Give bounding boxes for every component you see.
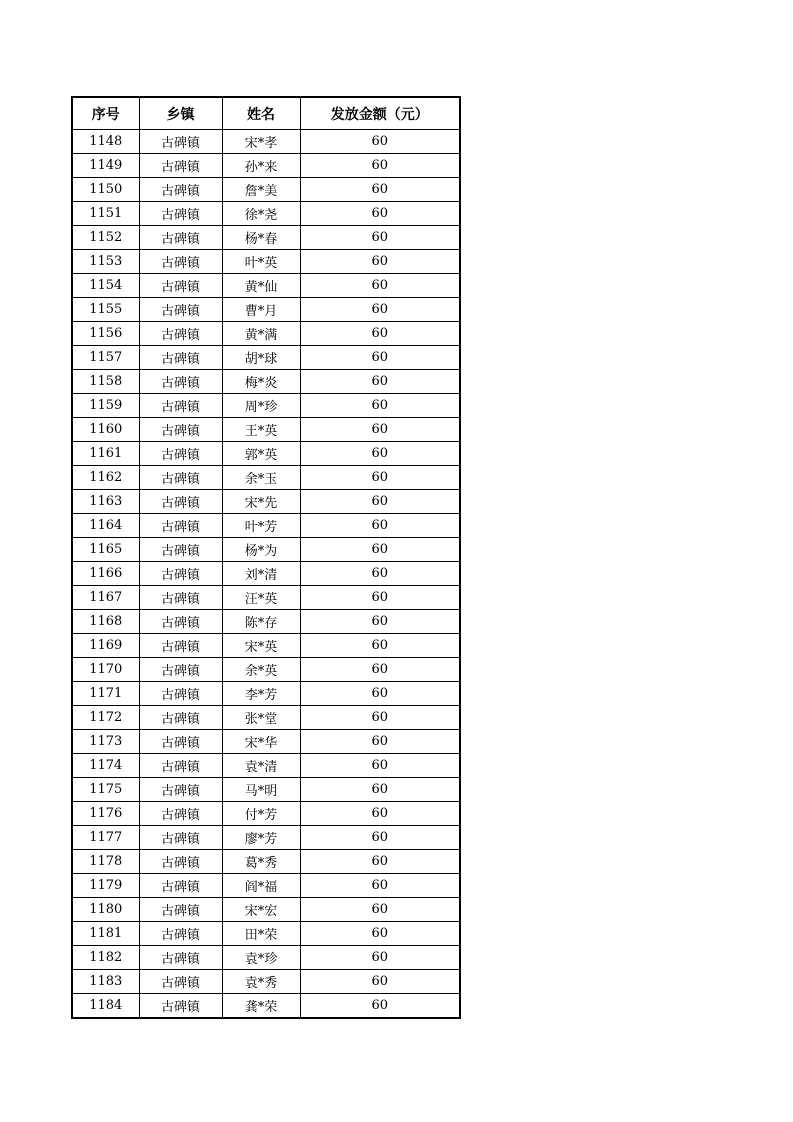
- table-row: [72, 874, 460, 898]
- cell-seq: 1182: [72, 946, 139, 970]
- cell-name: 袁*秀: [222, 970, 300, 994]
- cell-amount: 60: [300, 226, 460, 250]
- cell-amount: 60: [300, 250, 460, 274]
- cell-seq: 1172: [72, 706, 139, 730]
- cell-town: 古碑镇: [139, 130, 222, 154]
- cell-town: 古碑镇: [139, 322, 222, 346]
- cell-name: 龚*荣: [222, 994, 300, 1019]
- cell-town: 古碑镇: [139, 682, 222, 706]
- cell-name: 王*英: [222, 418, 300, 442]
- cell-town: 古碑镇: [139, 922, 222, 946]
- cell-town: 古碑镇: [139, 850, 222, 874]
- cell-seq: 1180: [72, 898, 139, 922]
- cell-seq: 1149: [72, 154, 139, 178]
- cell-name: 刘*清: [222, 562, 300, 586]
- cell-seq: 1153: [72, 250, 139, 274]
- table-row: [72, 538, 460, 562]
- cell-amount: 60: [300, 370, 460, 394]
- cell-seq: 1164: [72, 514, 139, 538]
- table-body: [72, 130, 460, 1019]
- cell-seq: 1162: [72, 466, 139, 490]
- cell-town: 古碑镇: [139, 754, 222, 778]
- table-row: [72, 178, 460, 202]
- table-row: [72, 586, 460, 610]
- cell-seq: 1166: [72, 562, 139, 586]
- cell-seq: 1156: [72, 322, 139, 346]
- cell-name: 袁*珍: [222, 946, 300, 970]
- cell-town: 古碑镇: [139, 370, 222, 394]
- cell-amount: 60: [300, 826, 460, 850]
- cell-seq: 1151: [72, 202, 139, 226]
- table-row: [72, 562, 460, 586]
- table-row: [72, 658, 460, 682]
- cell-amount: 60: [300, 442, 460, 466]
- cell-name: 胡*球: [222, 346, 300, 370]
- cell-amount: 60: [300, 970, 460, 994]
- cell-seq: 1179: [72, 874, 139, 898]
- header-amount: 发放金额（元）: [300, 97, 460, 130]
- cell-seq: 1158: [72, 370, 139, 394]
- table-row: [72, 442, 460, 466]
- cell-name: 叶*英: [222, 250, 300, 274]
- table-row: [72, 370, 460, 394]
- cell-town: 古碑镇: [139, 706, 222, 730]
- cell-seq: 1177: [72, 826, 139, 850]
- table-row: [72, 802, 460, 826]
- cell-town: 古碑镇: [139, 346, 222, 370]
- cell-name: 余*英: [222, 658, 300, 682]
- cell-seq: 1168: [72, 610, 139, 634]
- cell-name: 孙*来: [222, 154, 300, 178]
- cell-seq: 1173: [72, 730, 139, 754]
- cell-name: 余*玉: [222, 466, 300, 490]
- cell-town: 古碑镇: [139, 946, 222, 970]
- cell-amount: 60: [300, 874, 460, 898]
- table-row: [72, 778, 460, 802]
- cell-amount: 60: [300, 346, 460, 370]
- cell-seq: 1184: [72, 994, 139, 1019]
- cell-seq: 1161: [72, 442, 139, 466]
- cell-seq: 1171: [72, 682, 139, 706]
- cell-town: 古碑镇: [139, 274, 222, 298]
- cell-amount: 60: [300, 730, 460, 754]
- cell-town: 古碑镇: [139, 394, 222, 418]
- table-row: [72, 706, 460, 730]
- cell-name: 杨*春: [222, 226, 300, 250]
- cell-amount: 60: [300, 850, 460, 874]
- table-row: [72, 274, 460, 298]
- cell-amount: 60: [300, 922, 460, 946]
- cell-amount: 60: [300, 322, 460, 346]
- cell-name: 廖*芳: [222, 826, 300, 850]
- table-row: [72, 514, 460, 538]
- header-seq: 序号: [72, 97, 139, 130]
- cell-name: 阎*福: [222, 874, 300, 898]
- cell-town: 古碑镇: [139, 538, 222, 562]
- cell-amount: 60: [300, 706, 460, 730]
- table-row: [72, 634, 460, 658]
- cell-town: 古碑镇: [139, 490, 222, 514]
- cell-name: 郭*英: [222, 442, 300, 466]
- cell-amount: 60: [300, 202, 460, 226]
- cell-seq: 1148: [72, 130, 139, 154]
- table-row: [72, 730, 460, 754]
- cell-town: 古碑镇: [139, 898, 222, 922]
- cell-amount: 60: [300, 514, 460, 538]
- cell-seq: 1169: [72, 634, 139, 658]
- table-row: [72, 682, 460, 706]
- cell-name: 宋*华: [222, 730, 300, 754]
- cell-name: 黄*满: [222, 322, 300, 346]
- header-name: 姓名: [222, 97, 300, 130]
- cell-amount: 60: [300, 418, 460, 442]
- cell-amount: 60: [300, 466, 460, 490]
- cell-name: 宋*宏: [222, 898, 300, 922]
- cell-name: 李*芳: [222, 682, 300, 706]
- cell-name: 周*珍: [222, 394, 300, 418]
- cell-town: 古碑镇: [139, 826, 222, 850]
- table-row: [72, 994, 460, 1019]
- cell-seq: 1163: [72, 490, 139, 514]
- cell-amount: 60: [300, 634, 460, 658]
- cell-amount: 60: [300, 130, 460, 154]
- cell-name: 杨*为: [222, 538, 300, 562]
- cell-name: 张*堂: [222, 706, 300, 730]
- cell-seq: 1159: [72, 394, 139, 418]
- cell-seq: 1167: [72, 586, 139, 610]
- cell-amount: 60: [300, 754, 460, 778]
- cell-amount: 60: [300, 610, 460, 634]
- cell-amount: 60: [300, 586, 460, 610]
- cell-name: 田*荣: [222, 922, 300, 946]
- table-row: [72, 922, 460, 946]
- table-row: [72, 322, 460, 346]
- cell-seq: 1160: [72, 418, 139, 442]
- table-row: [72, 130, 460, 154]
- cell-name: 詹*美: [222, 178, 300, 202]
- cell-name: 宋*先: [222, 490, 300, 514]
- table-row: [72, 154, 460, 178]
- table-row: [72, 466, 460, 490]
- cell-amount: 60: [300, 658, 460, 682]
- cell-amount: 60: [300, 802, 460, 826]
- table-row: [72, 898, 460, 922]
- cell-name: 黄*仙: [222, 274, 300, 298]
- cell-amount: 60: [300, 394, 460, 418]
- table-row: [72, 346, 460, 370]
- cell-name: 马*明: [222, 778, 300, 802]
- header-row: [72, 97, 460, 130]
- cell-name: 梅*炎: [222, 370, 300, 394]
- cell-town: 古碑镇: [139, 970, 222, 994]
- cell-town: 古碑镇: [139, 202, 222, 226]
- cell-amount: 60: [300, 274, 460, 298]
- cell-name: 袁*清: [222, 754, 300, 778]
- table-row: [72, 226, 460, 250]
- table-row: [72, 202, 460, 226]
- cell-name: 曹*月: [222, 298, 300, 322]
- cell-amount: 60: [300, 778, 460, 802]
- cell-name: 汪*英: [222, 586, 300, 610]
- cell-town: 古碑镇: [139, 802, 222, 826]
- table-row: [72, 850, 460, 874]
- cell-town: 古碑镇: [139, 730, 222, 754]
- cell-town: 古碑镇: [139, 874, 222, 898]
- cell-name: 付*芳: [222, 802, 300, 826]
- cell-town: 古碑镇: [139, 514, 222, 538]
- cell-town: 古碑镇: [139, 178, 222, 202]
- cell-seq: 1170: [72, 658, 139, 682]
- table-row: [72, 418, 460, 442]
- cell-town: 古碑镇: [139, 994, 222, 1019]
- cell-town: 古碑镇: [139, 226, 222, 250]
- cell-seq: 1157: [72, 346, 139, 370]
- distribution-table: [71, 96, 461, 1019]
- cell-seq: 1150: [72, 178, 139, 202]
- cell-town: 古碑镇: [139, 442, 222, 466]
- table-row: [72, 610, 460, 634]
- cell-amount: 60: [300, 154, 460, 178]
- table-row: [72, 250, 460, 274]
- table-header: [72, 97, 460, 130]
- cell-amount: 60: [300, 562, 460, 586]
- cell-town: 古碑镇: [139, 586, 222, 610]
- table-row: [72, 490, 460, 514]
- cell-town: 古碑镇: [139, 298, 222, 322]
- cell-town: 古碑镇: [139, 634, 222, 658]
- cell-seq: 1155: [72, 298, 139, 322]
- cell-town: 古碑镇: [139, 250, 222, 274]
- table-row: [72, 298, 460, 322]
- cell-amount: 60: [300, 178, 460, 202]
- table-row: [72, 394, 460, 418]
- cell-town: 古碑镇: [139, 610, 222, 634]
- cell-town: 古碑镇: [139, 154, 222, 178]
- header-town: 乡镇: [139, 97, 222, 130]
- cell-seq: 1175: [72, 778, 139, 802]
- cell-amount: 60: [300, 682, 460, 706]
- cell-seq: 1152: [72, 226, 139, 250]
- table-row: [72, 970, 460, 994]
- cell-amount: 60: [300, 994, 460, 1019]
- cell-name: 徐*尧: [222, 202, 300, 226]
- cell-name: 陈*存: [222, 610, 300, 634]
- cell-town: 古碑镇: [139, 562, 222, 586]
- cell-seq: 1176: [72, 802, 139, 826]
- cell-name: 叶*芳: [222, 514, 300, 538]
- cell-amount: 60: [300, 898, 460, 922]
- cell-town: 古碑镇: [139, 778, 222, 802]
- cell-seq: 1165: [72, 538, 139, 562]
- table-row: [72, 946, 460, 970]
- cell-seq: 1154: [72, 274, 139, 298]
- cell-amount: 60: [300, 538, 460, 562]
- cell-amount: 60: [300, 490, 460, 514]
- cell-town: 古碑镇: [139, 418, 222, 442]
- cell-name: 宋*英: [222, 634, 300, 658]
- cell-seq: 1181: [72, 922, 139, 946]
- cell-seq: 1178: [72, 850, 139, 874]
- cell-amount: 60: [300, 298, 460, 322]
- table-row: [72, 826, 460, 850]
- cell-seq: 1174: [72, 754, 139, 778]
- cell-town: 古碑镇: [139, 466, 222, 490]
- cell-seq: 1183: [72, 970, 139, 994]
- cell-town: 古碑镇: [139, 658, 222, 682]
- cell-amount: 60: [300, 946, 460, 970]
- cell-name: 葛*秀: [222, 850, 300, 874]
- table-row: [72, 754, 460, 778]
- cell-name: 宋*孝: [222, 130, 300, 154]
